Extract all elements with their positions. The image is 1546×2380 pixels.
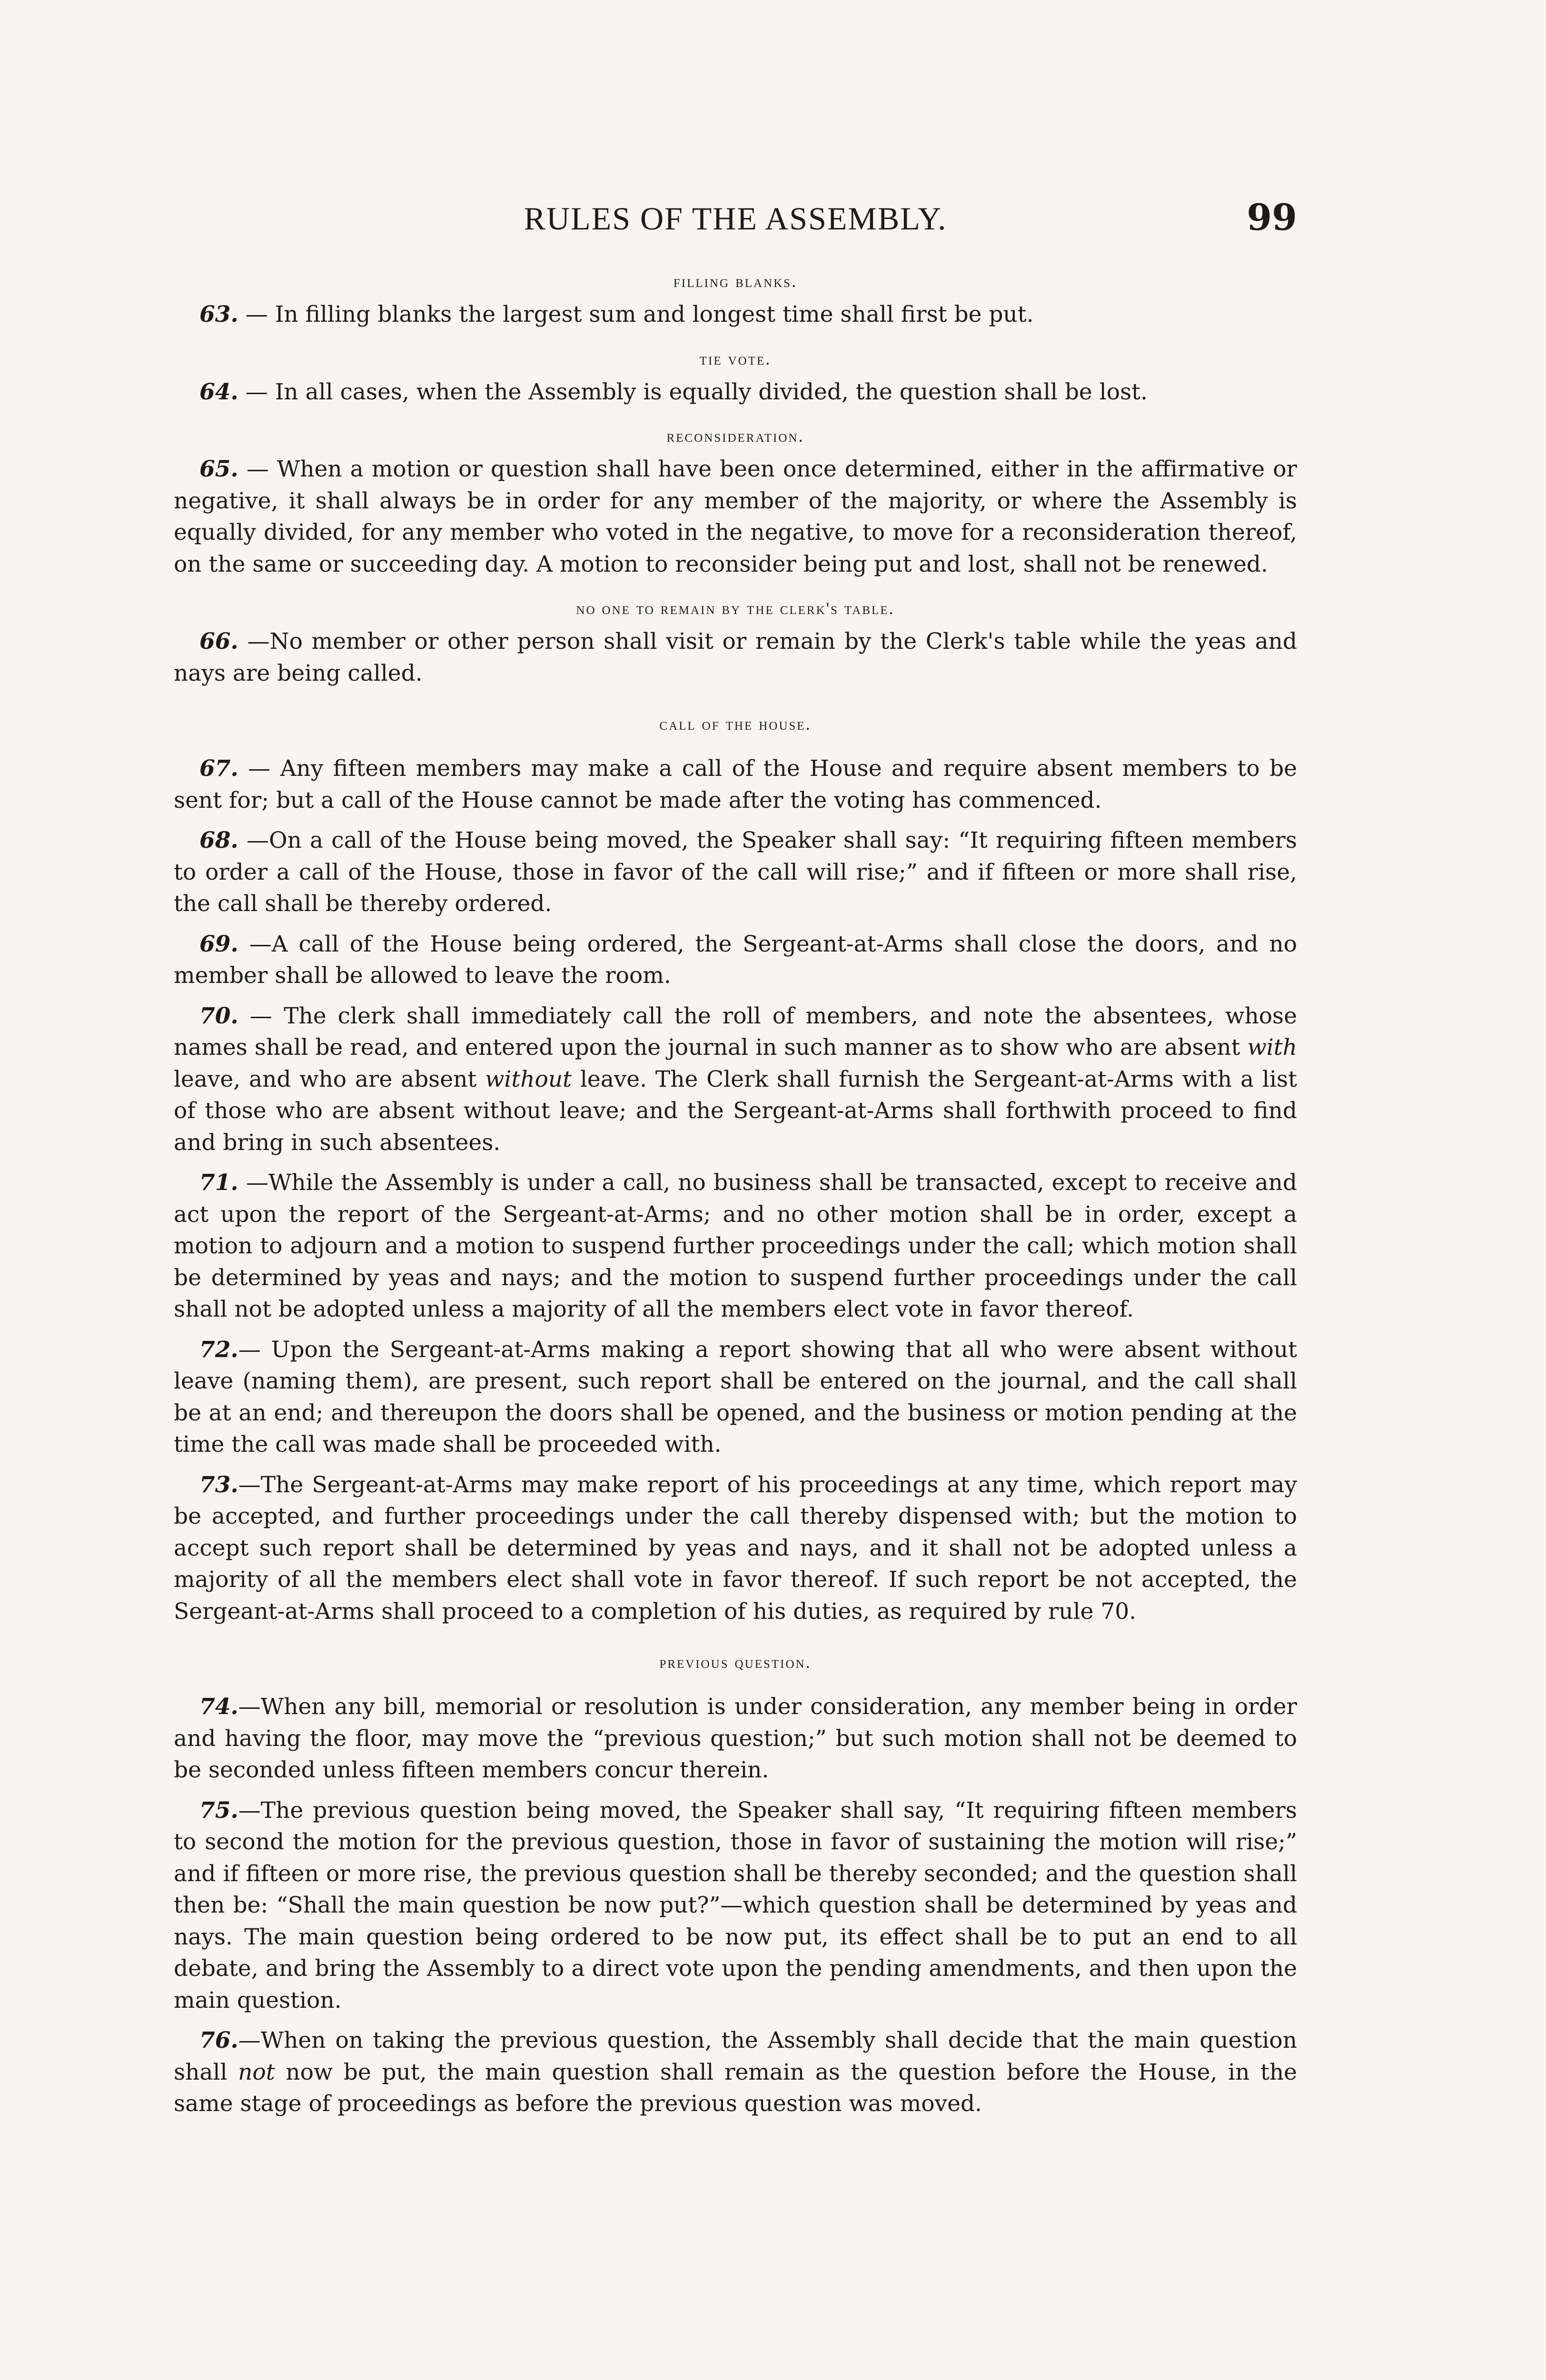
rule-dash: — [238,827,269,853]
rule-63 [174,299,1297,331]
rule-number: 72. [199,1336,238,1363]
rule-dash: — [238,931,272,957]
rule-dash: — [238,2027,261,2053]
rule-number: 65. [199,456,238,482]
rule-72 [174,1334,1297,1461]
rule-dash: — [238,1471,261,1498]
rule-number: 71. [199,1170,238,1196]
section-heading-filling-blanks: filling blanks. [673,272,798,291]
rule-number: 67. [199,755,238,782]
rule-body: leave. The Clerk shall furnish the Sergeant-at-Arms with a list of those who are absent without leave; and the Sergeant-at-Arms shall forthwith proceed to find and bring in such absentees. [174,1066,1297,1156]
rule-number: 74. [199,1694,238,1720]
section-heading-tie-vote: tie vote. [699,349,772,368]
rule-74 [174,1691,1297,1786]
rule-dash: — [238,1336,261,1363]
rule-number: 64. [199,378,238,405]
rule-body: The previous question being moved, the Speaker shall say, “It requiring fifteen members to second the motion for the previous question, those in favor of sustaining the motion will rise;” and if fifteen or more rise, the previous question shall be thereby seconded; and the question shall then be: “Shall the main question be now put?”—which question shall be determined by yeas and nays. The main question being ordered to be now put, its effect shall be to put an end to all debate, and bring the Assembly to a direct vote upon the pending amendments, and then upon the main question. [174,1797,1297,2013]
rule-number: 68. [199,827,238,853]
emphasis-not: not [238,2059,275,2085]
rule-body: In filling blanks the largest sum and longest time shall first be put. [275,301,1034,327]
rule-number: 66. [199,628,238,654]
rule-body: While the Assembly is under a call, no business shall be transacted, except to receive and act upon the report of the Sergeant-at-Arms; and no other motion shall be in order, except a motion to adjourn and a motion to suspend further proceedings under the call; which motion shall be determined by yeas and nays; and the motion to suspend further proceedings under the call shall not be adopted unless a majority of all the members elect vote in favor thereof. [174,1170,1297,1322]
rule-dash: — [238,1002,272,1029]
rule-body: leave, and who are absent [174,1066,486,1092]
section-heading-previous-question: previous question. [659,1653,812,1672]
running-title: RULES OF THE ASSEMBLY. [524,200,947,237]
emphasis-with: with [1247,1034,1297,1061]
rule-number: 76. [199,2027,238,2053]
rule-68 [174,825,1297,920]
page-number: 99 [1247,196,1297,238]
rule-71 [174,1167,1297,1326]
section-heading-clerks-table: no one to remain by the clerk's table. [576,599,895,618]
rule-number: 70. [199,1002,238,1029]
rule-body: When a motion or question shall have been once determined, either in the affirmative or negative, it shall always be in order for any member of the majority, or where the Assembly is equally divided, for any member who voted in the negative, to move for a reconsideration thereof, on the same or succeeding day. A motion to reconsider being put and lost, shall not be renewed. [174,456,1297,577]
rule-body: In all cases, when the Assembly is equally divided, the question shall be lost. [275,378,1148,405]
rule-dash: — [238,628,270,654]
rule-dash: — [238,456,269,482]
section-heading-call-of-the-house: call of the house. [659,714,812,734]
rule-dash: — [238,301,268,327]
rule-66 [174,626,1297,689]
rule-number: 73. [199,1471,238,1498]
rule-65 [174,454,1297,580]
rule-body: A call of the House being ordered, the Sergeant-at-Arms shall close the doors, and no member shall be allowed to leave the room. [174,931,1297,989]
rule-dash: — [238,1694,261,1720]
book-page [174,190,1297,2380]
rule-76 [174,2025,1297,2120]
rule-70 [174,1001,1297,1159]
rule-body: Upon the Sergeant-at-Arms making a report showing that all who were absent without leave (naming them), are present, such report shall be entered on the journal, and the call shall be at an end; and thereupon the doors shall be opened, and the business or motion pending at the time the call was made shall be proceeded with. [174,1336,1297,1458]
rule-dash: — [238,755,271,782]
section-heading-reconsideration: reconsideration. [666,426,804,446]
rule-dash: — [238,378,268,405]
rule-number: 63. [199,301,238,327]
rule-body: When any bill, memorial or resolution is under consideration, any member being in order and having the floor, may move the “previous question;” but such motion shall not be deemed to be seconded unless fifteen members concur therein. [174,1694,1297,1783]
rule-body: No member or other person shall visit or remain by the Clerk's table while the yeas and nays are being called. [174,628,1297,686]
emphasis-without: without [485,1066,572,1092]
rule-73 [174,1469,1297,1628]
rule-dash: — [238,1797,261,1824]
running-header [174,190,1297,248]
rule-body: On a call of the House being moved, the Speaker shall say: “It requiring fifteen members to order a call of the House, those in favor of the call will rise;” and if fifteen or more shall rise, the call shall be thereby ordered. [174,827,1297,917]
rule-67 [174,753,1297,816]
rule-69 [174,929,1297,992]
rule-number: 69. [199,931,238,957]
rule-number: 75. [199,1797,238,1824]
rule-body: now be put, the main question shall remain as the question before the House, in the same stage of proceedings as before the previous question was moved. [174,2059,1297,2117]
rule-75 [174,1795,1297,2017]
rule-body: The clerk shall immediately call the roll of members, and note the absentees, whose names shall be read, and entered upon the journal in such manner as to show who are absent [174,1002,1297,1061]
rule-64 [174,377,1297,408]
rule-body: Any fifteen members may make a call of the House and require absent members to be sent for; but a call of the House cannot be made after the voting has commenced. [174,755,1297,813]
rule-dash: — [238,1170,268,1196]
rule-body: The Sergeant-at-Arms may make report of his proceedings at any time, which report may be accepted, and further proceedings under the call thereby dispensed with; but the motion to accept such report shall be determined by yeas and nays, and it shall not be adopted unless a majority of all the members elect shall vote in favor thereof. If such report be not accepted, the Sergeant-at-Arms shall proceed to a completion of his duties, as required by rule 70. [174,1471,1297,1625]
rule-body: When on taking the previous question, the Assembly shall decide that the main question shall [174,2027,1297,2085]
